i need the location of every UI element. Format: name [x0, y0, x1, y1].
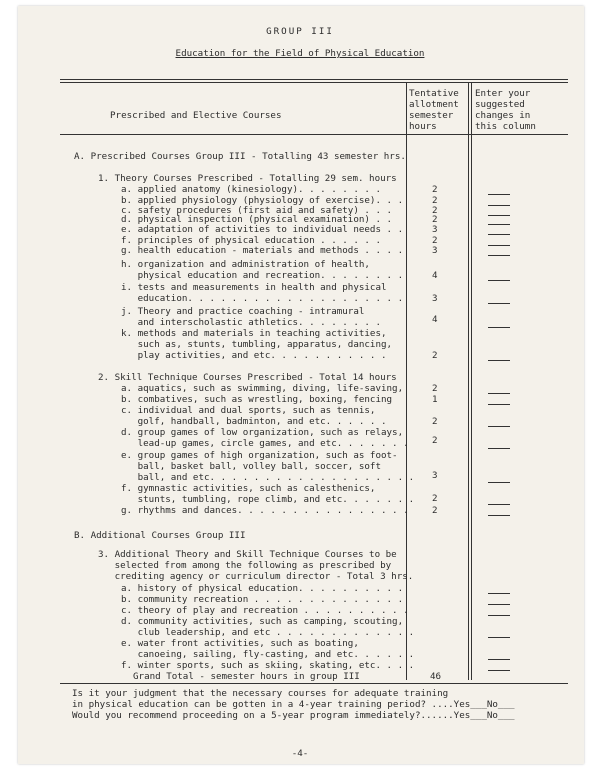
change-blank[interactable]: [488, 426, 510, 427]
page-title: Education for the Field of Physical Education: [175, 48, 425, 59]
table-bottom-rule: [60, 683, 568, 684]
additional-item-f: f. winter sports, such as skiing, skating, etc. . . .: [121, 660, 415, 671]
theory-hours-i: 3: [432, 293, 438, 304]
theory-hours-a: 2: [432, 184, 438, 195]
additional-item-a: a. history of physical education. . . . . . . . . .: [121, 583, 404, 594]
theory-hours-d: 2: [432, 214, 438, 225]
theory-item-i: i. tests and measurements in health and physical: [121, 282, 387, 293]
theory-item-d: d. physical inspection (physical examination) . .: [121, 214, 393, 225]
change-blank[interactable]: [488, 504, 510, 505]
theory-hours-j: 4: [432, 314, 438, 325]
section-a-heading: A. Prescribed Courses Group III - Totalling 43 semester hrs.: [74, 151, 406, 162]
question-1: Is it your judgment that the necessary courses for adequate training: [72, 688, 449, 699]
change-blank[interactable]: [488, 205, 510, 206]
theory-item-f: f. principles of physical education . . . . . .: [121, 235, 381, 246]
table-top-rule-2: [60, 82, 568, 83]
theory-hours-f: 2: [432, 235, 438, 246]
theory-item-c: c. safety procedures (first aid and safety) . . .: [121, 205, 393, 216]
theory-item-i-cont: education. . . . . . . . . . . . . . . . . . . .: [121, 293, 404, 304]
change-blank[interactable]: [488, 245, 510, 246]
skill-item-g: g. rhythms and dances. . . . . . . . . . . . . . . .: [121, 505, 409, 516]
column-divider-1: [406, 82, 407, 680]
change-blank[interactable]: [488, 637, 510, 638]
change-blank[interactable]: [488, 234, 510, 235]
change-blank[interactable]: [488, 593, 510, 594]
skill-item-e-cont: ball, basket ball, volley ball, soccer, soft: [121, 461, 381, 472]
change-blank[interactable]: [488, 255, 510, 256]
skill-hours-a: 2: [432, 383, 438, 394]
changes-header-line: suggested: [475, 99, 525, 110]
change-blank[interactable]: [488, 404, 510, 405]
change-blank[interactable]: [488, 393, 510, 394]
change-blank[interactable]: [488, 515, 510, 516]
skill-hours-g: 2: [432, 505, 438, 516]
skill-courses-heading: 2. Skill Technique Courses Prescribed - Total 14 hours: [98, 372, 397, 383]
courses-column-header: Prescribed and Elective Courses: [110, 110, 282, 121]
changes-header-line: Enter your: [475, 88, 531, 99]
theory-item-b: b. applied physiology (physiology of exercise). . .: [121, 195, 404, 206]
change-blank[interactable]: [488, 360, 510, 361]
theory-item-h-cont: physical education and recreation. . . . . . . .: [121, 270, 404, 281]
grand-total-label: Grand Total - semester hours in group III: [133, 671, 360, 682]
additional-item-b: b. community recreation . . . . . . . . . . . . . .: [121, 594, 404, 605]
additional-item-e-cont: canoeing, sailing, fly-casting, and etc. . . . . .: [121, 649, 415, 660]
theory-hours-g: 3: [432, 245, 438, 256]
theory-item-g: g. health education - materials and methods . . . .: [121, 245, 404, 256]
skill-hours-e: 3: [432, 470, 438, 481]
skill-hours-c: 2: [432, 416, 438, 427]
column-divider-2: [468, 82, 469, 680]
additional-item-c: c. theory of play and recreation . . . . . . . . . .: [121, 605, 409, 616]
section-b-heading: B. Additional Courses Group III: [74, 530, 246, 541]
question-1-answer-line[interactable]: in physical education can be gotten in a 4-year training period? ....Yes___No___: [72, 699, 515, 710]
change-blank[interactable]: [488, 482, 510, 483]
theory-item-k: k. methods and materials in teaching activities,: [121, 328, 387, 339]
additional-courses-heading-cont: selected from among the following as prescribed by: [98, 560, 392, 571]
change-blank[interactable]: [488, 215, 510, 216]
theory-item-k-cont: play activities, and etc. . . . . . . . . . .: [121, 350, 387, 361]
group-heading: GROUP III: [266, 26, 334, 37]
skill-item-e: e. group games of high organization, such as foot-: [121, 450, 398, 461]
theory-courses-heading: 1. Theory Courses Prescribed - Totalling 29 sem. hours: [98, 173, 397, 184]
theory-item-h: h. organization and administration of health,: [121, 259, 370, 270]
table-top-rule: [60, 79, 568, 80]
change-blank[interactable]: [488, 670, 510, 671]
skill-item-a: a. aquatics, such as swimming, diving, life-saving,: [121, 383, 404, 394]
theory-item-k-cont: such as, stunts, tumbling, apparatus, dancing,: [121, 339, 393, 350]
skill-item-c: c. individual and dual sports, such as tennis,: [121, 405, 376, 416]
allotment-header-line: Tentative: [409, 88, 459, 99]
header-bottom-rule: [60, 134, 568, 135]
theory-hours-b: 2: [432, 195, 438, 206]
changes-header-line: changes in: [475, 110, 531, 121]
skill-item-f-cont: stunts, tumbling, rope climb, and etc. . . . . . .: [121, 494, 415, 505]
skill-hours-f: 2: [432, 493, 438, 504]
theory-item-e: e. adaptation of activities to individual needs . .: [121, 224, 404, 235]
changes-header-line: this column: [475, 121, 536, 132]
skill-hours-b: 1: [432, 394, 438, 405]
theory-hours-c: 2: [432, 205, 438, 216]
change-blank[interactable]: [488, 615, 510, 616]
theory-hours-k: 2: [432, 350, 438, 361]
change-blank[interactable]: [488, 659, 510, 660]
grand-total-hours: 46: [430, 671, 442, 682]
additional-item-d-cont: club leadership, and etc . . . . . . . . . . . . .: [121, 627, 415, 638]
allotment-header-line: hours: [409, 121, 437, 132]
theory-item-a: a. applied anatomy (kinesiology). . . . . . . .: [121, 184, 381, 195]
change-blank[interactable]: [488, 224, 510, 225]
change-blank[interactable]: [488, 194, 510, 195]
additional-courses-heading: 3. Additional Theory and Skill Technique Courses to be: [98, 549, 397, 560]
skill-item-c-cont: golf, handball, badminton, and etc. . . . . .: [121, 416, 387, 427]
theory-hours-e: 3: [432, 224, 438, 235]
theory-hours-h: 4: [432, 270, 438, 281]
theory-item-j-cont: and interscholastic athletics. . . . . . . .: [121, 317, 381, 328]
change-blank[interactable]: [488, 280, 510, 281]
allotment-header-line: allotment: [409, 99, 459, 110]
allotment-header-line: semester: [409, 110, 454, 121]
change-blank[interactable]: [488, 327, 510, 328]
skill-item-f: f. gymnastic activities, such as calesthenics,: [121, 483, 376, 494]
page-number: -4-: [291, 748, 309, 759]
skill-hours-d: 2: [432, 435, 438, 446]
theory-item-j: j. Theory and practice coaching - intramural: [121, 306, 365, 317]
change-blank[interactable]: [488, 303, 510, 304]
additional-item-e: e. water front activities, such as boating,: [121, 638, 359, 649]
change-blank[interactable]: [488, 604, 510, 605]
skill-item-b: b. combatives, such as wrestling, boxing, fencing: [121, 394, 393, 405]
skill-item-d-cont: lead-up games, circle games, and etc. . . . . . .: [121, 438, 409, 449]
column-divider-2b: [471, 82, 472, 680]
additional-courses-heading-cont: crediting agency or curriculum director - Total 3 hrs.: [98, 571, 414, 582]
additional-item-d: d. community activities, such as camping, scouting,: [121, 616, 404, 627]
question-2-answer-line[interactable]: Would you recommend proceeding on a 5-year program immediately?......Yes___No___: [72, 710, 515, 721]
skill-item-e-cont: ball, and etc. . . . . . . . . . . . . . . . . . .: [121, 472, 415, 483]
change-blank[interactable]: [488, 448, 510, 449]
skill-item-d: d. group games of low organization, such as relays,: [121, 427, 404, 438]
